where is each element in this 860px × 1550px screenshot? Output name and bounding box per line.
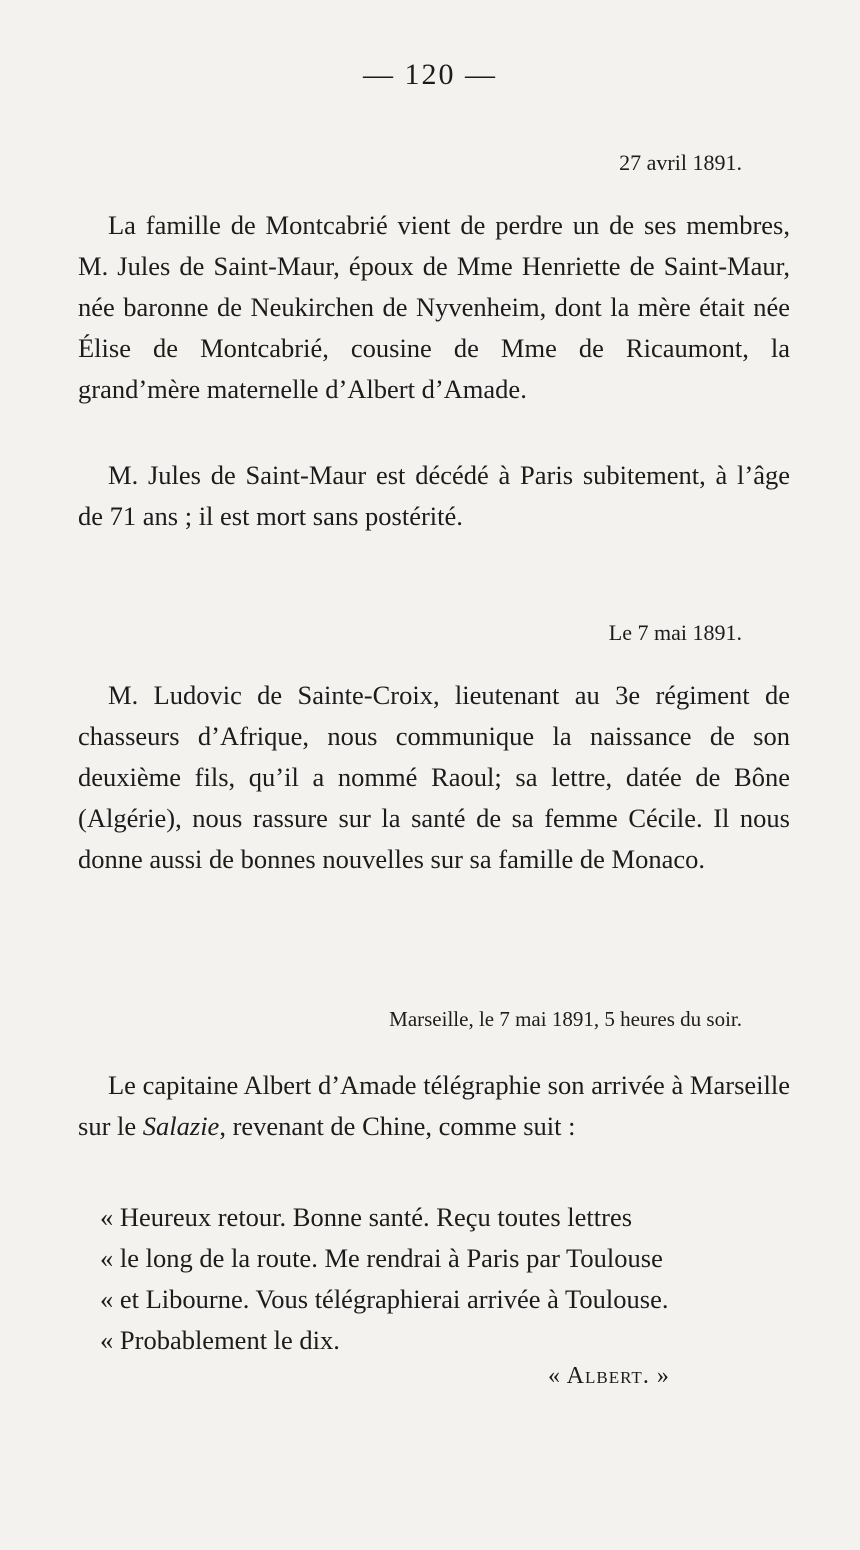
- page-number: — 120 —: [363, 58, 497, 91]
- dateline-1: 27 avril 1891.: [619, 150, 742, 175]
- paragraph-saint-maur-death: M. Jules de Saint-Maur est décédé à Paris subitement, à l’âge de 71 ans ; il est mort sans postérité.: [78, 460, 790, 531]
- telegram-line: « Probablement le dix.: [100, 1325, 340, 1355]
- telegram-line: « Heureux retour. Bonne santé. Reçu toutes lettres: [100, 1202, 633, 1232]
- dateline-2: Le 7 mai 1891.: [608, 620, 742, 645]
- ship-name: Salazie: [142, 1111, 220, 1141]
- telegram-text: [100, 1197, 790, 1361]
- paragraph-telegram-intro: [78, 1065, 790, 1147]
- telegram-signature: « Albert. »: [548, 1363, 670, 1389]
- paragraph-sainte-croix-birth: M. Ludovic de Sainte-Croix, lieutenant au 3e régiment de chasseurs d’Afrique, nous communique la naissance de son deuxième fils, qu’il a nommé Raoul; sa lettre, datée de Bône (Algérie), nous rassure sur la santé de sa femme Cécile. Il nous donne aussi de bonnes nouvelles sur sa famille de Monaco.: [78, 680, 790, 874]
- intro-before: Le capitaine Albert d’Amade télégraphie son arrivée à Marseille sur le: [78, 1070, 790, 1141]
- dateline-3: Marseille, le 7 mai 1891, 5 heures du soir.: [389, 1007, 742, 1031]
- telegram-line: « et Libourne. Vous télégraphierai arrivée à Toulouse.: [100, 1284, 669, 1314]
- intro-after: , revenant de Chine, comme suit :: [219, 1111, 576, 1141]
- telegram-line: « le long de la route. Me rendrai à Paris par Toulouse: [100, 1243, 663, 1273]
- paragraph-saint-maur-family: La famille de Montcabrié vient de perdre un de ses membres, M. Jules de Saint-Maur, époux de Mme Henriette de Saint-Maur, née baronne de Neukirchen de Nyvenheim, dont la mère était née Élise de Montcabrié, cousine de Mme de Ricaumont, la grand’mère maternelle d’Albert d’Amade.: [78, 210, 790, 404]
